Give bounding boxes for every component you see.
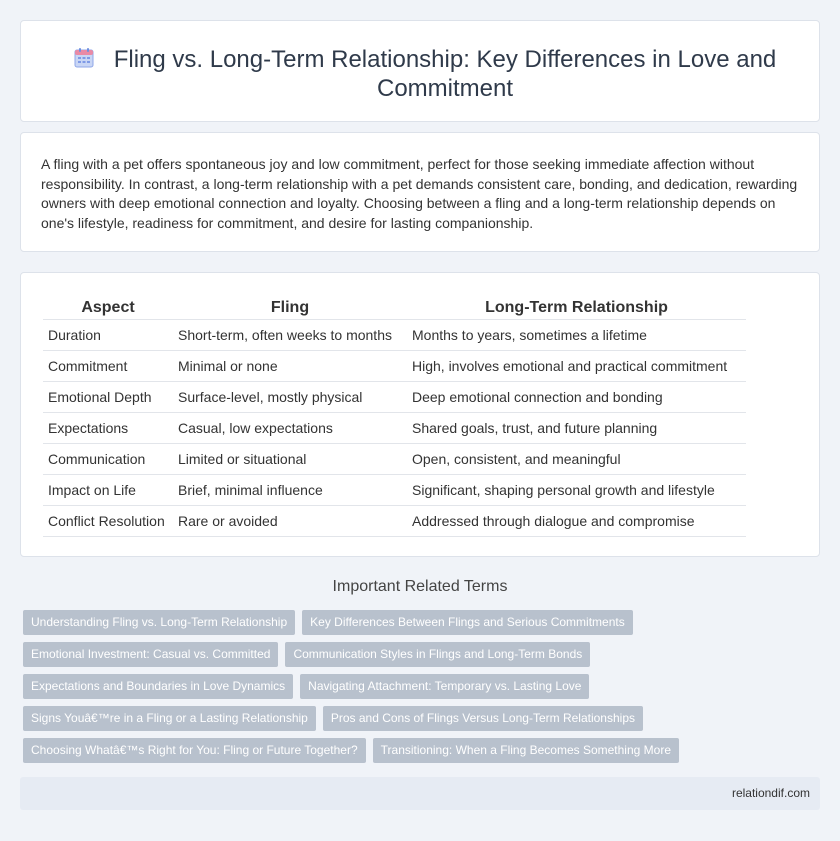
cell-long-term: Deep emotional connection and bonding	[407, 381, 746, 412]
related-term-tag[interactable]: Communication Styles in Flings and Long-Term Bonds	[285, 642, 590, 667]
cell-aspect: Communication	[43, 443, 173, 474]
page-title: Fling vs. Long-Term Relationship: Key Differences in Love and Commitment	[113, 46, 777, 102]
intro-card	[20, 132, 820, 252]
related-term-tag[interactable]: Key Differences Between Flings and Serious Commitments	[302, 610, 633, 635]
cell-long-term: Significant, shaping personal growth and lifestyle	[407, 474, 746, 505]
cell-long-term: Months to years, sometimes a lifetime	[407, 319, 746, 350]
table-row	[43, 319, 746, 350]
cell-fling: Brief, minimal influence	[173, 474, 407, 505]
tag-row	[23, 674, 803, 699]
footer-site[interactable]: relationdif.com	[731, 786, 810, 800]
cell-fling: Surface-level, mostly physical	[173, 381, 407, 412]
related-term-tag[interactable]: Understanding Fling vs. Long-Term Relationship	[23, 610, 295, 635]
related-terms-heading: Important Related Terms	[332, 578, 508, 595]
related-term-tag[interactable]: Expectations and Boundaries in Love Dynamics	[23, 674, 293, 699]
cell-fling: Casual, low expectations	[173, 412, 407, 443]
tag-row	[23, 642, 803, 667]
cell-aspect: Impact on Life	[43, 474, 173, 505]
table-row	[43, 443, 746, 474]
table-row	[43, 412, 746, 443]
related-terms-list	[23, 610, 803, 770]
comparison-card	[20, 272, 820, 557]
related-term-tag[interactable]: Choosing Whatâ€™s Right for You: Fling or Future Together?	[23, 738, 366, 763]
cell-aspect: Conflict Resolution	[43, 505, 173, 536]
cell-long-term: Addressed through dialogue and compromise	[407, 505, 746, 536]
related-term-tag[interactable]: Emotional Investment: Casual vs. Committed	[23, 642, 278, 667]
comparison-table	[43, 297, 746, 537]
table-row	[43, 505, 746, 536]
cell-long-term: High, involves emotional and practical commitment	[407, 350, 746, 381]
header-long-term: Long-Term Relationship	[407, 297, 746, 319]
related-term-tag[interactable]: Signs Youâ€™re in a Fling or a Lasting Relationship	[23, 706, 316, 731]
tag-row	[23, 706, 803, 731]
tag-row	[23, 610, 803, 635]
header-aspect: Aspect	[43, 297, 173, 319]
related-term-tag[interactable]: Navigating Attachment: Temporary vs. Lasting Love	[300, 674, 589, 699]
intro-paragraph: A fling with a pet offers spontaneous joy and low commitment, perfect for those seeking immediate affection without responsibility. In contrast, a long-term relationship with a pet demands consistent care, bonding, and dedication, rewarding owners with deep emotional connection and loyalty. Choosing between a fling and a long-term relationship depends on one's lifestyle, readiness for commitment, and desire for lasting companionship.	[41, 156, 798, 231]
header-fling: Fling	[173, 297, 407, 319]
title-card	[20, 20, 820, 122]
tag-row	[23, 738, 803, 763]
cell-long-term: Shared goals, trust, and future planning	[407, 412, 746, 443]
cell-fling: Limited or situational	[173, 443, 407, 474]
table-row	[43, 381, 746, 412]
cell-aspect: Emotional Depth	[43, 381, 173, 412]
table-row	[43, 474, 746, 505]
related-term-tag[interactable]: Pros and Cons of Flings Versus Long-Term Relationships	[323, 706, 643, 731]
cell-fling: Minimal or none	[173, 350, 407, 381]
table-header-row	[43, 297, 746, 319]
cell-fling: Rare or avoided	[173, 505, 407, 536]
related-term-tag[interactable]: Transitioning: When a Fling Becomes Something More	[373, 738, 679, 763]
cell-aspect: Commitment	[43, 350, 173, 381]
cell-fling: Short-term, often weeks to months	[173, 319, 407, 350]
cell-aspect: Expectations	[43, 412, 173, 443]
footer	[20, 777, 820, 810]
cell-long-term: Open, consistent, and meaningful	[407, 443, 746, 474]
cell-aspect: Duration	[43, 319, 173, 350]
table-row	[43, 350, 746, 381]
